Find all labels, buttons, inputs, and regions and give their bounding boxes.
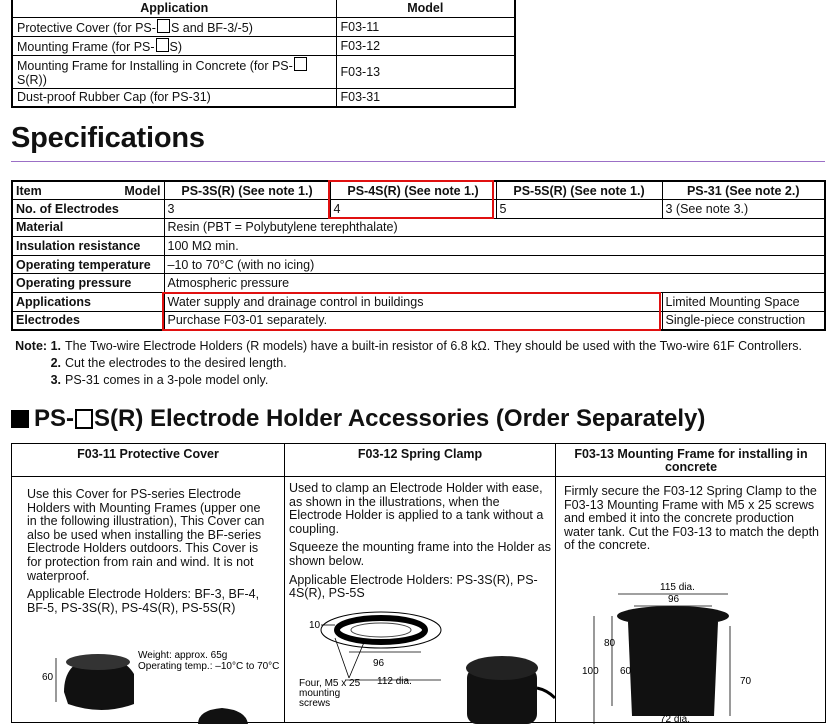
spec-cell: 100 MΩ min. — [164, 237, 825, 256]
spec-cell: Atmospheric pressure — [164, 274, 825, 293]
specifications-table — [11, 180, 826, 331]
row-label: Insulation resistance — [12, 237, 164, 256]
dim-label: 72 dia. — [660, 714, 691, 724]
application-cell: Dust-proof Rubber Cap (for PS-31) — [12, 88, 336, 107]
note-number: 1. — [50, 339, 61, 353]
column-header: PS-5S(R) (See note 1.) — [496, 181, 662, 200]
placeholder-box-icon — [156, 38, 169, 52]
spec-cell: Purchase F03-01 separately. — [164, 311, 662, 330]
note-item — [11, 355, 802, 372]
dim-label: 112 dia. — [377, 676, 412, 687]
dim-label: 100 — [582, 666, 599, 677]
spec-cell: 3 — [164, 200, 330, 219]
square-bullet-icon — [11, 410, 29, 428]
note-text: Cut the electrodes to the desired length. — [65, 356, 287, 370]
cover-top — [66, 654, 130, 670]
column-header: PS-4S(R) (See note 1.) — [330, 181, 496, 200]
accessories-panel — [11, 443, 826, 723]
spec-cell: Resin (PBT = Polybutylene terephthalate) — [164, 218, 825, 237]
notes-block — [11, 338, 802, 389]
dim-label: 96 — [373, 658, 385, 669]
row-label: No. of Electrodes — [12, 200, 164, 219]
note-text: The Two-wire Electrode Holders (R models) have a built-in resistor of 6.8 kΩ. They should be used with the Two-wire 61F Controllers. — [65, 339, 802, 353]
weight-label: Weight: approx. 65g — [138, 650, 228, 661]
spec-cell: Single-piece construction — [662, 311, 825, 330]
column-title: F03-12 Spring Clamp — [357, 447, 483, 461]
cable — [537, 688, 555, 698]
mounting-frame-figure — [556, 576, 826, 724]
spec-cell: 4 — [330, 200, 496, 219]
specifications-title: Specifications — [11, 122, 205, 154]
dim-label: 70 — [740, 676, 752, 687]
spring-clamp-figure — [285, 602, 555, 724]
table-row — [12, 36, 515, 55]
column-body: Use this Cover for PS-series Electrode Holders with Mounting Frames (upper one in the following illustration), This Cover can also be used when installing the BF-series Electrode Holders outdoors. This Cover is for protection from rain and wind. It is not waterproof. Applicable Electrode Holders: BF-3, BF-4, BF-5, PS-3S(R), PS-4S(R), PS-5S(R) — [27, 487, 265, 615]
column-header: PS-31 (See note 2.) — [662, 181, 825, 200]
column-body: Firmly secure the F03-12 Spring Clamp to the F03-13 Mounting Frame with M5 x 25 screws and embed it into the concrete production water tank. Cut the F03-13 to match the depth of the concrete. — [564, 484, 820, 553]
accessories-table — [11, 0, 516, 108]
model-cell: F03-13 — [336, 55, 515, 88]
spec-header-row — [12, 181, 825, 200]
column-header: PS-3S(R) (See note 1.) — [164, 181, 330, 200]
placeholder-box-icon — [294, 57, 307, 71]
application-cell: Mounting Frame (for PS- S) — [12, 36, 336, 55]
table-row — [12, 218, 825, 237]
dim-label: 96 — [668, 594, 680, 605]
accessories-section-title: PS- S(R) Electrode Holder Accessories (Order Separately) — [11, 405, 705, 433]
model-cell: F03-12 — [336, 36, 515, 55]
item-model-header — [12, 181, 164, 200]
header-application: Application — [12, 0, 336, 17]
model-cell: F03-11 — [336, 17, 515, 36]
spec-cell: Limited Mounting Space — [662, 293, 825, 312]
note-prefix: Note: — [15, 339, 48, 353]
table-row — [12, 255, 825, 274]
table-row — [12, 274, 825, 293]
model-label: Model — [124, 183, 161, 198]
note-number: 2. — [50, 356, 61, 370]
dim-label: 80 — [604, 638, 616, 649]
model-cell: F03-31 — [336, 88, 515, 107]
placeholder-box-icon — [157, 19, 170, 33]
table-row — [12, 200, 825, 219]
table-row — [12, 311, 825, 330]
row-label: Operating temperature — [12, 255, 164, 274]
column-title: F03-11 Protective Cover — [77, 447, 219, 461]
dim-label: 60 — [42, 672, 54, 683]
dim-label: 115 dia. — [660, 582, 695, 593]
clamp-ring-inner — [351, 623, 411, 637]
table-row — [12, 55, 515, 88]
application-cell: Mounting Frame for Installing in Concrete (for PS-S(R)) — [12, 55, 336, 88]
cover-shape-2 — [198, 708, 248, 724]
note-number: 3. — [50, 373, 61, 387]
item-label: Item — [16, 183, 42, 198]
row-label: Applications — [12, 293, 164, 312]
table-header-row — [12, 0, 515, 17]
holder-top — [466, 656, 538, 680]
table-row — [12, 237, 825, 256]
section-divider — [11, 161, 825, 162]
table-row — [12, 17, 515, 36]
dim-label: 60 — [620, 666, 632, 677]
spec-cell: 5 — [496, 200, 662, 219]
row-label: Electrodes — [12, 311, 164, 330]
row-label: Material — [12, 218, 164, 237]
table-row — [12, 293, 825, 312]
spec-cell: 3 (See note 3.) — [662, 200, 825, 219]
note-text: PS-31 comes in a 3-pole model only. — [65, 373, 269, 387]
note-item — [11, 372, 802, 389]
frame-body — [628, 622, 718, 716]
screws-label: Four, M5 x 25 mounting screws — [299, 678, 361, 709]
temp-label: Operating temp.: –10°C to 70°C — [138, 661, 280, 672]
spec-cell: Water supply and drainage control in buildings — [164, 293, 662, 312]
column-body: Used to clamp an Electrode Holder with ease, as shown in the illustrations, when the Electrode Holder is applied to a tank without a coupling. Squeeze the mounting frame into the Holder as shown below. Applicable Electrode Holders: PS-3S(R), PS-4S(R), PS-5S — [289, 481, 551, 601]
row-label: Operating pressure — [12, 274, 164, 293]
application-cell: Protective Cover (for PS- S and BF-3/-5) — [12, 17, 336, 36]
note-item — [11, 338, 802, 355]
table-row — [12, 88, 515, 107]
spec-cell: –10 to 70°C (with no icing) — [164, 255, 825, 274]
dim-label: 10 — [309, 620, 321, 631]
protective-cover-figure — [22, 644, 284, 724]
placeholder-box-icon — [75, 409, 93, 429]
header-model: Model — [336, 0, 515, 17]
column-title: F03-13 Mounting Frame for installing in concrete — [574, 447, 808, 474]
header-divider — [12, 476, 825, 477]
